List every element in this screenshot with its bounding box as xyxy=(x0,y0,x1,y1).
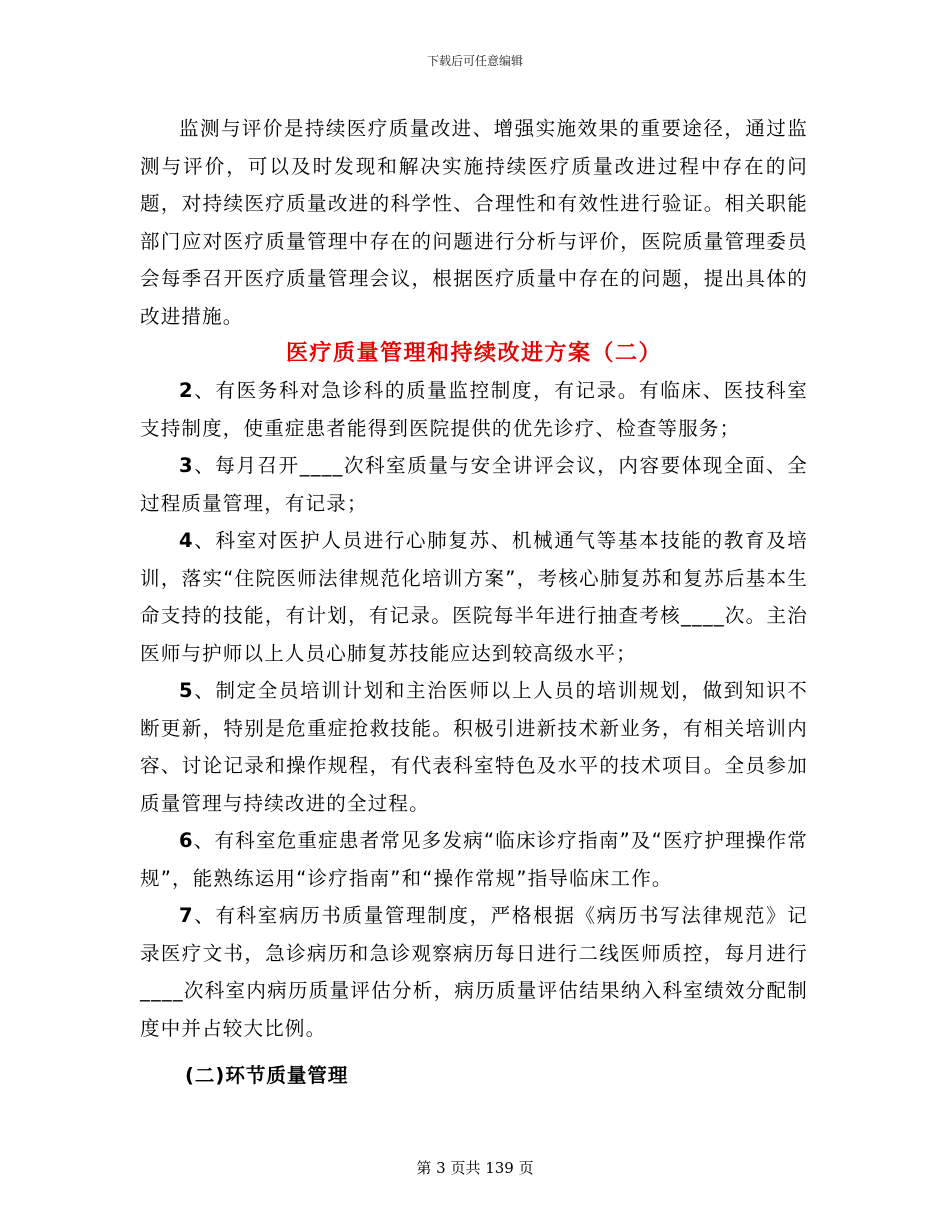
item-text: 、每月召开____次科室质量与安全讲评会议，内容要体现全面、全过程质量管理，有记录； xyxy=(140,454,808,515)
list-item-3 xyxy=(140,447,808,522)
item-text: 、有医务科对急诊科的质量监控制度，有记录。有临床、医技科室支持制度，使重症患者能得到医院提供的优先诊疗、检查等服务； xyxy=(140,379,808,440)
item-text: 、有科室危重症患者常见多发病“临床诊疗指南”及“医疗护理操作常规”，能熟练运用“诊疗指南”和“操作常规”指导临床工作。 xyxy=(140,829,808,890)
item-number: 3 xyxy=(179,454,194,477)
subheading: (二)环节质量管理 xyxy=(185,1064,349,1087)
item-text: 、有科室病历书质量管理制度，严格根据《病历书写法律规范》记录医疗文书，急诊病历和急诊观察病历每日进行二线医师质控，每月进行____次科室内病历质量评估分析，病历质量评估结果纳入科室绩效分配制度中并占较大比例。 xyxy=(140,904,808,1040)
page-header: 下载后可任意编辑 xyxy=(426,54,523,68)
item-number: 2 xyxy=(179,379,194,402)
section-title: 医疗质量管理和持续改进方案（二） xyxy=(285,341,662,366)
item-number: 7 xyxy=(179,904,194,927)
item-text: 、制定全员培训计划和主治医师以上人员的培训规划，做到知识不断更新，特别是危重症抢救技能。积极引进新技术新业务，有相关培训内容、讨论记录和操作规程，有代表科室特色及水平的技术项目。全员参加质量管理与持续改进的全过程。 xyxy=(140,679,808,815)
intro-paragraph: 监测与评价是持续医疗质量改进、增强实施效果的重要途径，通过监测与评价，可以及时发现和解决实施持续医疗质量改进过程中存在的问题，对持续医疗质量改进的科学性、合理性和有效性进行验证。相关职能部门应对医疗质量管理中存在的问题进行分析与评价，医院质量管理委员会每季召开医疗质量管理会议，根据医疗质量中存在的问题，提出具体的改进措施。 xyxy=(140,117,808,328)
item-number: 4 xyxy=(179,529,194,552)
list-item-2 xyxy=(140,372,808,447)
item-number: 6 xyxy=(179,829,194,852)
list-item-4 xyxy=(140,522,808,672)
list-item-7 xyxy=(140,897,808,1047)
item-text: 、科室对医护人员进行心肺复苏、机械通气等基本技能的教育及培训，落实“住院医师法律规范化培训方案”，考核心肺复苏和复苏后基本生命支持的技能，有计划，有记录。医院每半年进行抽查考核____次。主治医师与护师以上人员心肺复苏技能应达到较高级水平； xyxy=(140,529,808,665)
document-body xyxy=(140,110,808,1094)
page-footer: 第 3 页共 139 页 xyxy=(416,1159,534,1177)
list-item-6 xyxy=(140,822,808,897)
item-number: 5 xyxy=(179,679,194,702)
list-item-5 xyxy=(140,672,808,822)
